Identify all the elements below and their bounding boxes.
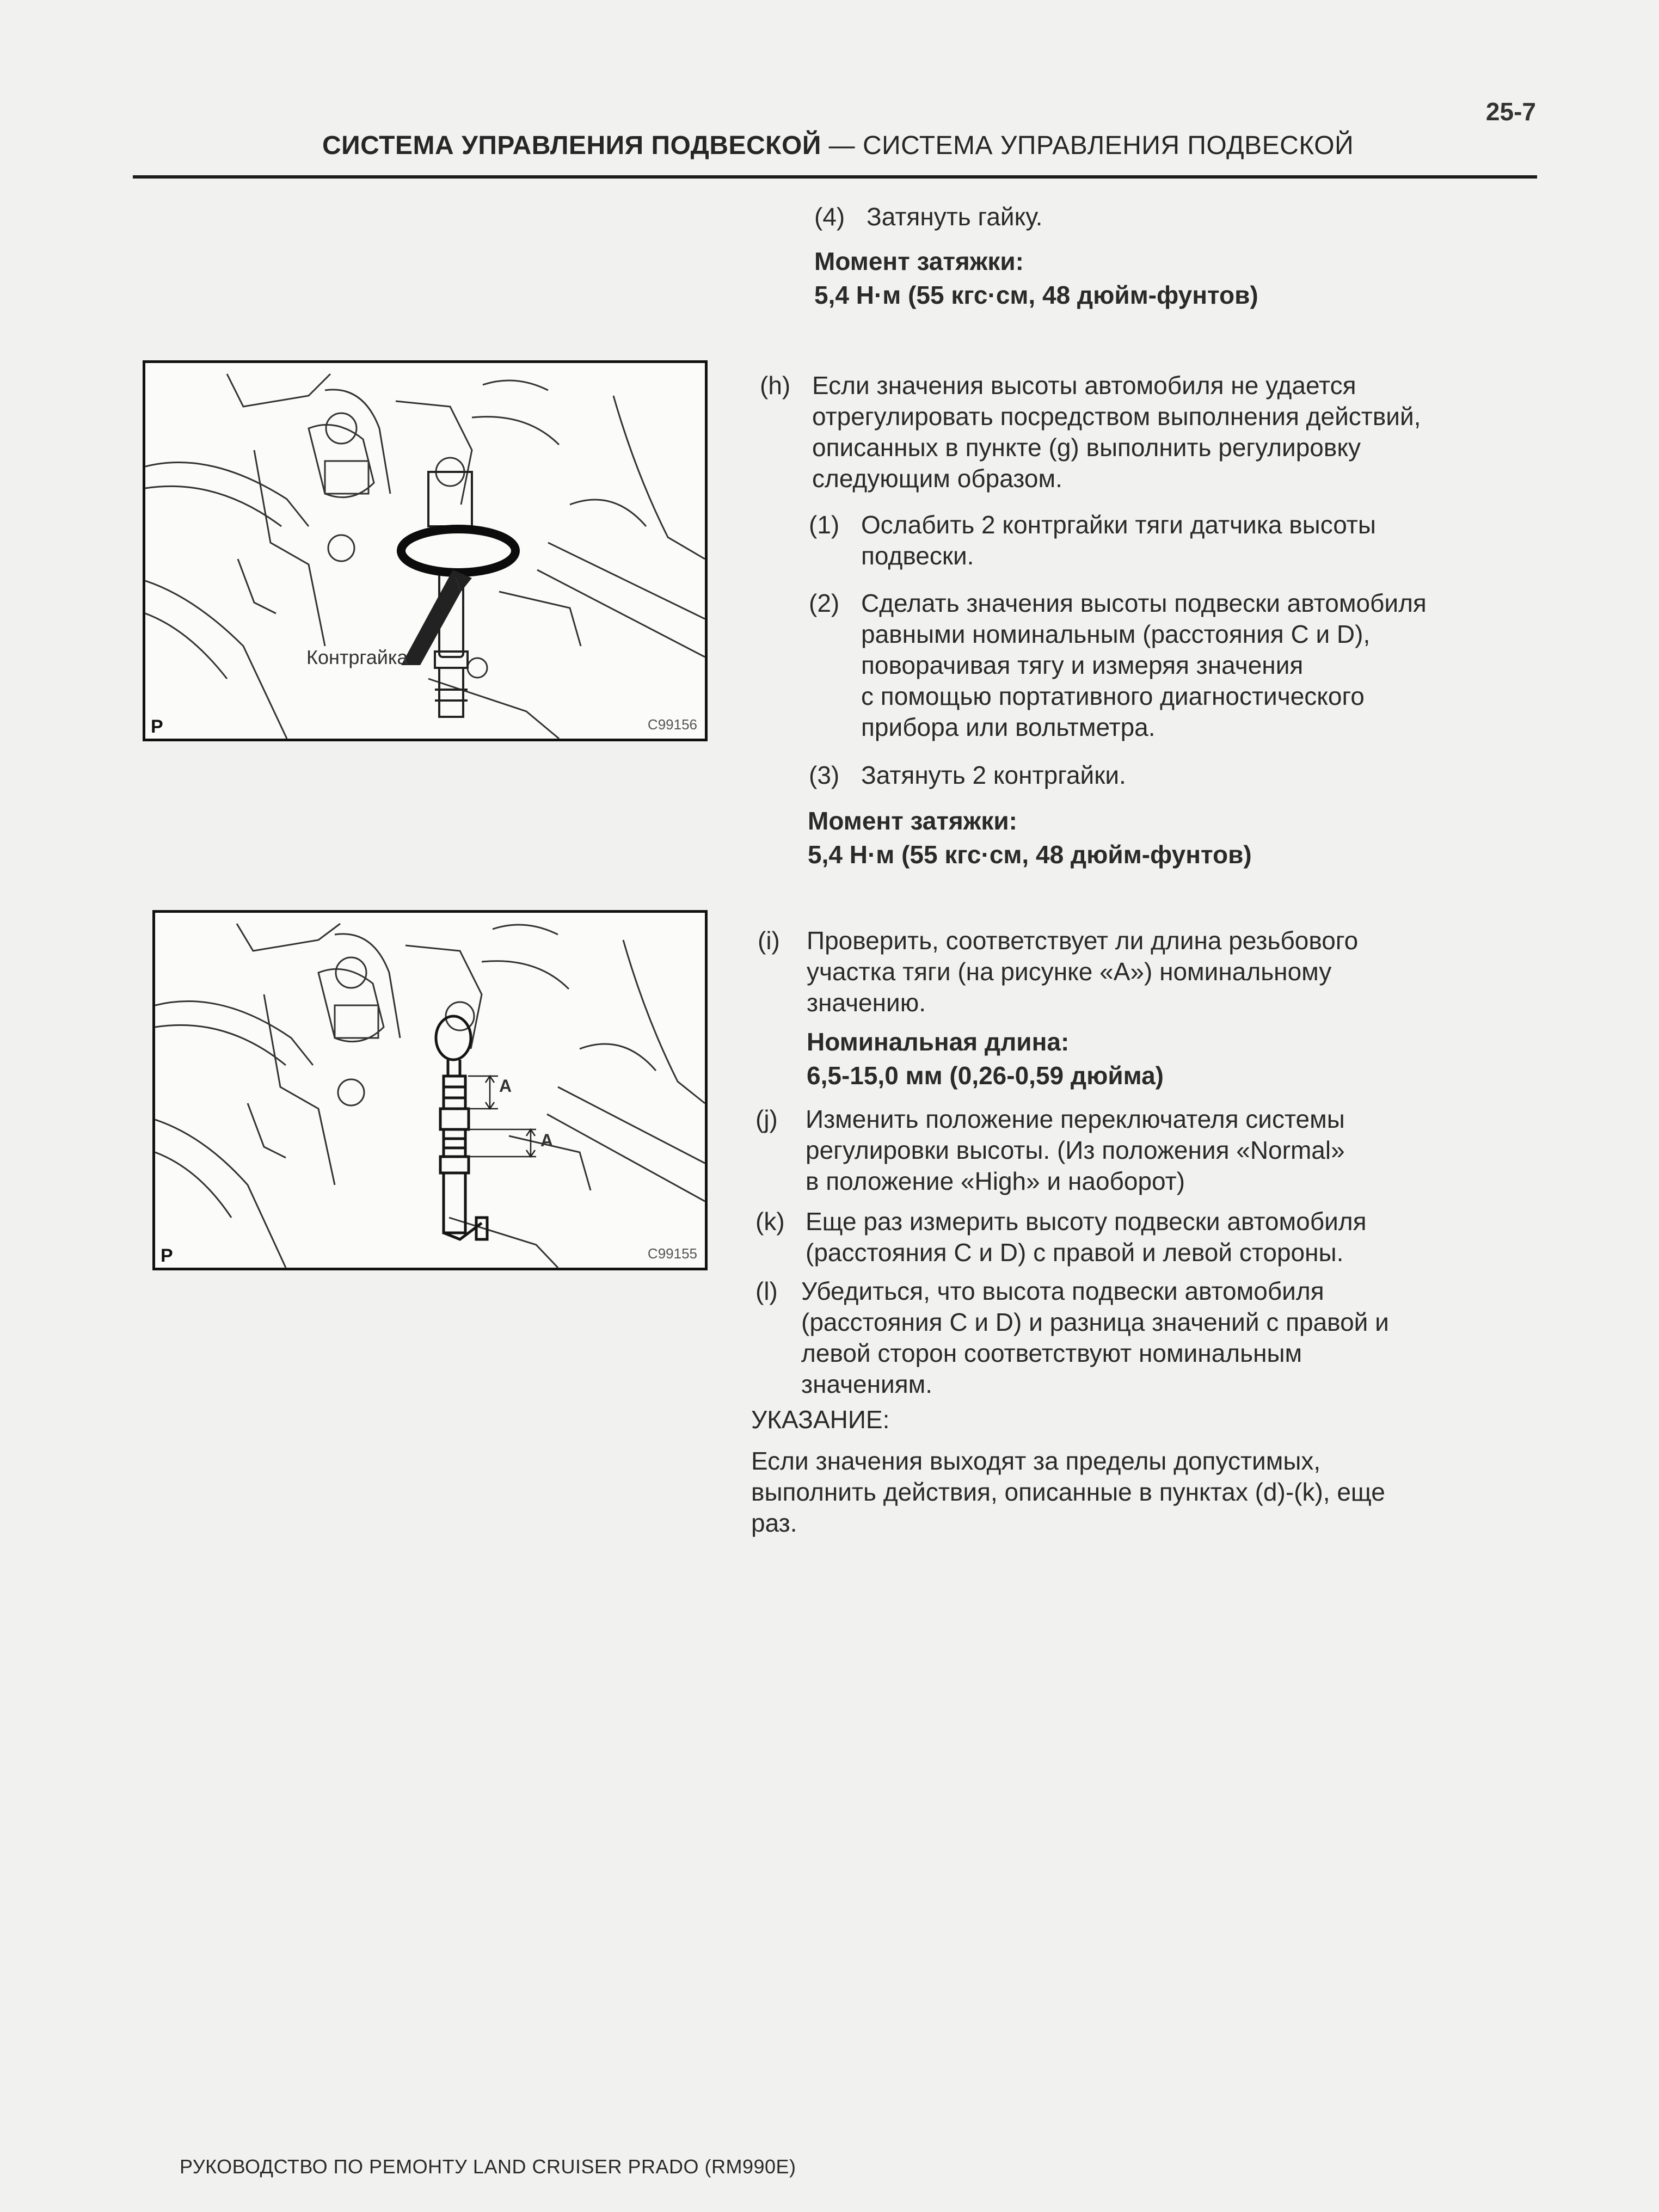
substep-text-line: прибора или вольтметра.: [861, 713, 1156, 741]
substep-text-line: Ослабить 2 контргайки тяги датчика высоты: [861, 511, 1376, 539]
header-subsection: СИСТЕМА УПРАВЛЕНИЯ ПОДВЕСКОЙ: [862, 131, 1354, 160]
step-text-line: в положение «High» и наоборот): [806, 1167, 1185, 1195]
torque-value: 5,4 Н·м (55 кгс·см, 48 дюйм-фунтов): [814, 281, 1258, 309]
step-text-line: (расстояния C и D) и разница значений с правой и: [801, 1308, 1389, 1336]
figure-code: C99156: [647, 716, 697, 733]
step-text-line: значению.: [807, 988, 926, 1017]
note-text-line: раз.: [751, 1509, 797, 1537]
step-text-line: Проверить, соответствует ли длина резьбового: [807, 926, 1359, 955]
note-heading: УКАЗАНИЕ:: [751, 1405, 890, 1434]
header-separator: —: [821, 131, 863, 160]
torque-label: Момент затяжки:: [814, 247, 1024, 275]
step-h: [760, 370, 1544, 882]
step-text-line: (расстояния C и D) с правой и левой стороны.: [806, 1238, 1344, 1267]
spec-label: Номинальная длина:: [807, 1028, 1070, 1056]
step-label: (h): [760, 371, 791, 400]
header-rule: [133, 175, 1537, 179]
step-text-line: Убедиться, что высота подвески автомобиля: [801, 1277, 1324, 1305]
note-text-line: выполнить действия, описанные в пунктах (d)-(k), еще: [751, 1478, 1385, 1506]
step-label: (j): [755, 1105, 778, 1133]
spec-value: 6,5-15,0 мм (0,26-0,59 дюйма): [807, 1061, 1164, 1090]
step-label: (l): [755, 1277, 778, 1305]
substep-label: (2): [809, 589, 840, 617]
step-i: [758, 925, 1541, 1099]
substep-text-line: поворачивая тягу и измеряя значения: [861, 651, 1304, 679]
torque-label: Момент затяжки:: [808, 807, 1017, 835]
step-text-line: левой сторон соответствуют номинальным: [801, 1339, 1302, 1367]
note-text-line: Если значения выходят за пределы допустимых,: [751, 1447, 1321, 1475]
substep-label: (3): [809, 761, 840, 789]
page-footer: РУКОВОДСТВО ПО РЕМОНТУ LAND CRUISER PRADO (RM990E): [180, 2155, 796, 2178]
step-label: (k): [755, 1207, 785, 1236]
dimension-a-label: A: [499, 1076, 512, 1096]
page-header-title: [322, 131, 1354, 161]
step-text-line: Если значения высоты автомобиля не удается: [812, 371, 1356, 400]
substep-text-line: Сделать значения высоты подвески автомобиля: [861, 589, 1427, 617]
dimension-a-label: A: [540, 1130, 554, 1150]
step-k: [755, 1206, 1539, 1271]
substep-text-line: с помощью портативного диагностического: [861, 682, 1365, 710]
figure-locknut: [143, 360, 708, 741]
figure-threaded-length-drawing: [155, 913, 705, 1268]
step-text-line: следующим образом.: [812, 464, 1062, 493]
note: [751, 1404, 1546, 1546]
step-text-line: участка тяги (на рисунке «A») номинальному: [807, 957, 1332, 986]
step-l: [755, 1276, 1539, 1406]
figure-corner-letter: P: [161, 1245, 173, 1266]
locknut-callout: Контргайка: [306, 646, 408, 668]
step-text: Затянуть гайку.: [867, 202, 1043, 231]
header-section: СИСТЕМА УПРАВЛЕНИЯ ПОДВЕСКОЙ: [322, 131, 821, 160]
step-j: [755, 1104, 1539, 1202]
step-text-line: Еще раз измерить высоту подвески автомобиля: [806, 1207, 1367, 1236]
page-number: 25-7: [1485, 97, 1536, 126]
figure-threaded-length: [152, 910, 708, 1270]
figure-locknut-drawing: [145, 363, 705, 739]
substep-text-line: Затянуть 2 контргайки.: [861, 761, 1126, 789]
step-text-line: описанных в пункте (g) выполнить регулировку: [812, 433, 1361, 462]
step-text-line: Изменить положение переключателя системы: [806, 1105, 1345, 1133]
torque-value: 5,4 Н·м (55 кгс·см, 48 дюйм-фунтов): [808, 840, 1252, 869]
substep-text-line: подвески.: [861, 542, 974, 570]
substep-label: (1): [809, 511, 840, 539]
figure-code: C99155: [647, 1245, 697, 1262]
step-label: (i): [758, 926, 780, 955]
step-text-line: отрегулировать посредством выполнения действий,: [812, 402, 1421, 431]
step-label: (4): [814, 202, 845, 231]
step-text-line: регулировки высоты. (Из положения «Normal»: [806, 1136, 1345, 1164]
substep-text-line: равными номинальным (расстояния C и D),: [861, 620, 1371, 648]
step-4: [814, 201, 1522, 327]
figure-corner-letter: P: [151, 716, 163, 737]
step-text-line: значениям.: [801, 1370, 933, 1398]
